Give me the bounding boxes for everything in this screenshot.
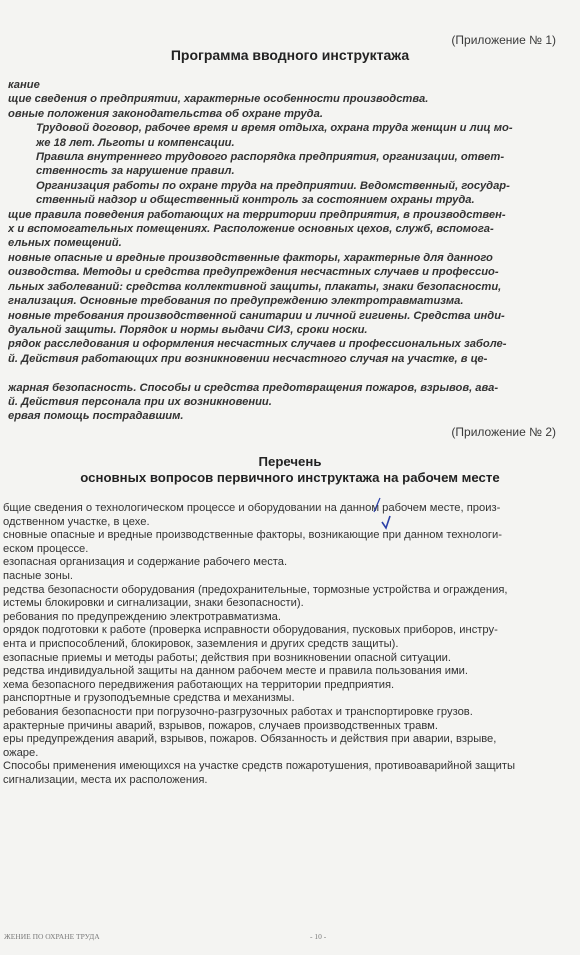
pen-mark (368, 496, 408, 532)
program-line: ервая помощь пострадавшим. (8, 410, 184, 423)
program-line: жарная безопасность. Способы и средства предотвращения пожаров, взрывов, ава- (8, 381, 499, 394)
list-line: сигнализации, места их расположения. (3, 773, 208, 786)
list-line: пасные зоны. (3, 569, 73, 582)
list-line: бщие сведения о технологическом процессе и оборудовании на данном рабочем месте, произ- (3, 502, 501, 514)
program-line: новные опасные и вредные производственные факторы, характерные для данного (8, 251, 493, 264)
program-line: щие сведения о предприятии, характерные особенности производства. (8, 93, 429, 106)
program-line: Правила внутреннего трудового распорядка предприятия, организации, ответ- (36, 151, 505, 164)
list-line: арактерные причины аварий, взрывов, пожаров, случаев производственных травм. (3, 719, 438, 732)
program-line: щие правила поведения работающих на территории предприятия, в производствен- (8, 208, 506, 221)
list-line: ребования безопасности при погрузочно-разгрузочных работах и транспортировке грузов. (3, 705, 473, 718)
list-line: еры предупреждения аварий, взрывов, пожаров. Обязанность и действия при аварии, взрыве, (3, 733, 497, 746)
list-line: ента и приспособлений, блокировок, заземления и других средств защиты). (3, 637, 399, 650)
list-title-line-1: Перечень (258, 454, 322, 469)
list-line: ребования по предупреждению электротравматизма. (3, 610, 282, 623)
program-line (8, 366, 568, 380)
list-line: езопасные приемы и методы работы; действия при возникновении опасной ситуации. (3, 651, 451, 664)
list-line: редства индивидуальной защиты на данном рабочем месте и правила пользования ими. (3, 665, 469, 678)
program-line: новные требования производственной санитарии и личной гигиены. Средства инди- (8, 309, 505, 322)
appendix-1-label: (Приложение № 1) (451, 33, 556, 47)
program-title: Программа вводного инструктажа (170, 47, 410, 63)
list-line: одственном участке, в цехе. (3, 515, 150, 528)
program-line: ственный надзор и общественный контроль за состоянием охраны труда. (36, 194, 475, 207)
list-title-line-2: основных вопросов первичного инструктажа на рабочем месте (80, 470, 500, 485)
program-line: х и вспомогательных помещениях. Расположение основных цехов, служб, вспомога- (8, 223, 494, 236)
list-line: езопасная организация и содержание рабочего места. (3, 556, 288, 569)
page-number: - 10 - (310, 932, 327, 941)
program-line: льных заболеваний: средства коллективной защиты, плакаты, знаки безопасности, (8, 280, 502, 293)
list-line: орядок подготовки к работе (проверка исправности оборудования, пусковых приборов, инстру- (3, 624, 498, 637)
program-line: овные положения законодательства об охране труда. (8, 107, 323, 120)
program-line: й. Действия персонала при их возникновении. (8, 395, 272, 408)
program-line: кание (8, 79, 40, 91)
list-line: Способы применения имеющихся на участке средств пожаротушения, противоаварийной защиты (3, 760, 516, 773)
list-line: хема безопасного передвижения работающих на территории предприятия. (3, 678, 395, 691)
program-line: Организация работы по охране труда на предприятии. Ведомственный, государ- (36, 179, 510, 192)
list-line: ранспортные и грузоподъемные средства и механизмы. (3, 692, 295, 705)
program-line: оизводства. Методы и средства предупреждения несчастных случаев и профессио- (8, 266, 499, 279)
questions-list (3, 502, 573, 787)
program-line: же 18 лет. Льготы и компенсации. (36, 136, 235, 149)
footer-section-title: ЖЕНИЕ ПО ОХРАНЕ ТРУДА (4, 932, 100, 941)
list-title (0, 454, 580, 486)
program-line: гнализация. Основные требования по предупреждению электротравматизма. (8, 295, 464, 308)
appendix-2-label: (Приложение № 2) (451, 425, 556, 439)
program-line: дуальной защиты. Порядок и нормы выдачи СИЗ, сроки носки. (8, 323, 368, 336)
list-line: еском процессе. (3, 542, 89, 555)
list-line: редства безопасности оборудования (предохранительные, тормозные устройства и ограждения, (3, 583, 508, 596)
list-line: ожаре. (3, 746, 39, 759)
list-line: сновные опасные и вредные производственные факторы, возникающие при данном технологи- (3, 529, 502, 542)
program-line: Трудовой договор, рабочее время и время отдыха, охрана труда женщин и лиц мо- (36, 122, 513, 135)
program-line: ственность за нарушение правил. (36, 165, 235, 178)
program-line: ельных помещений. (8, 237, 122, 250)
program-body (8, 78, 568, 424)
list-line: истемы блокировки и сигнализации, знаки безопасности). (3, 597, 304, 610)
program-line: рядок расследования и оформления несчастных случаев и профессиональных заболе- (8, 338, 507, 351)
page-footer (4, 932, 564, 941)
program-line: й. Действия работающих при возникновении несчастного случая на участке, в це- (8, 352, 488, 365)
